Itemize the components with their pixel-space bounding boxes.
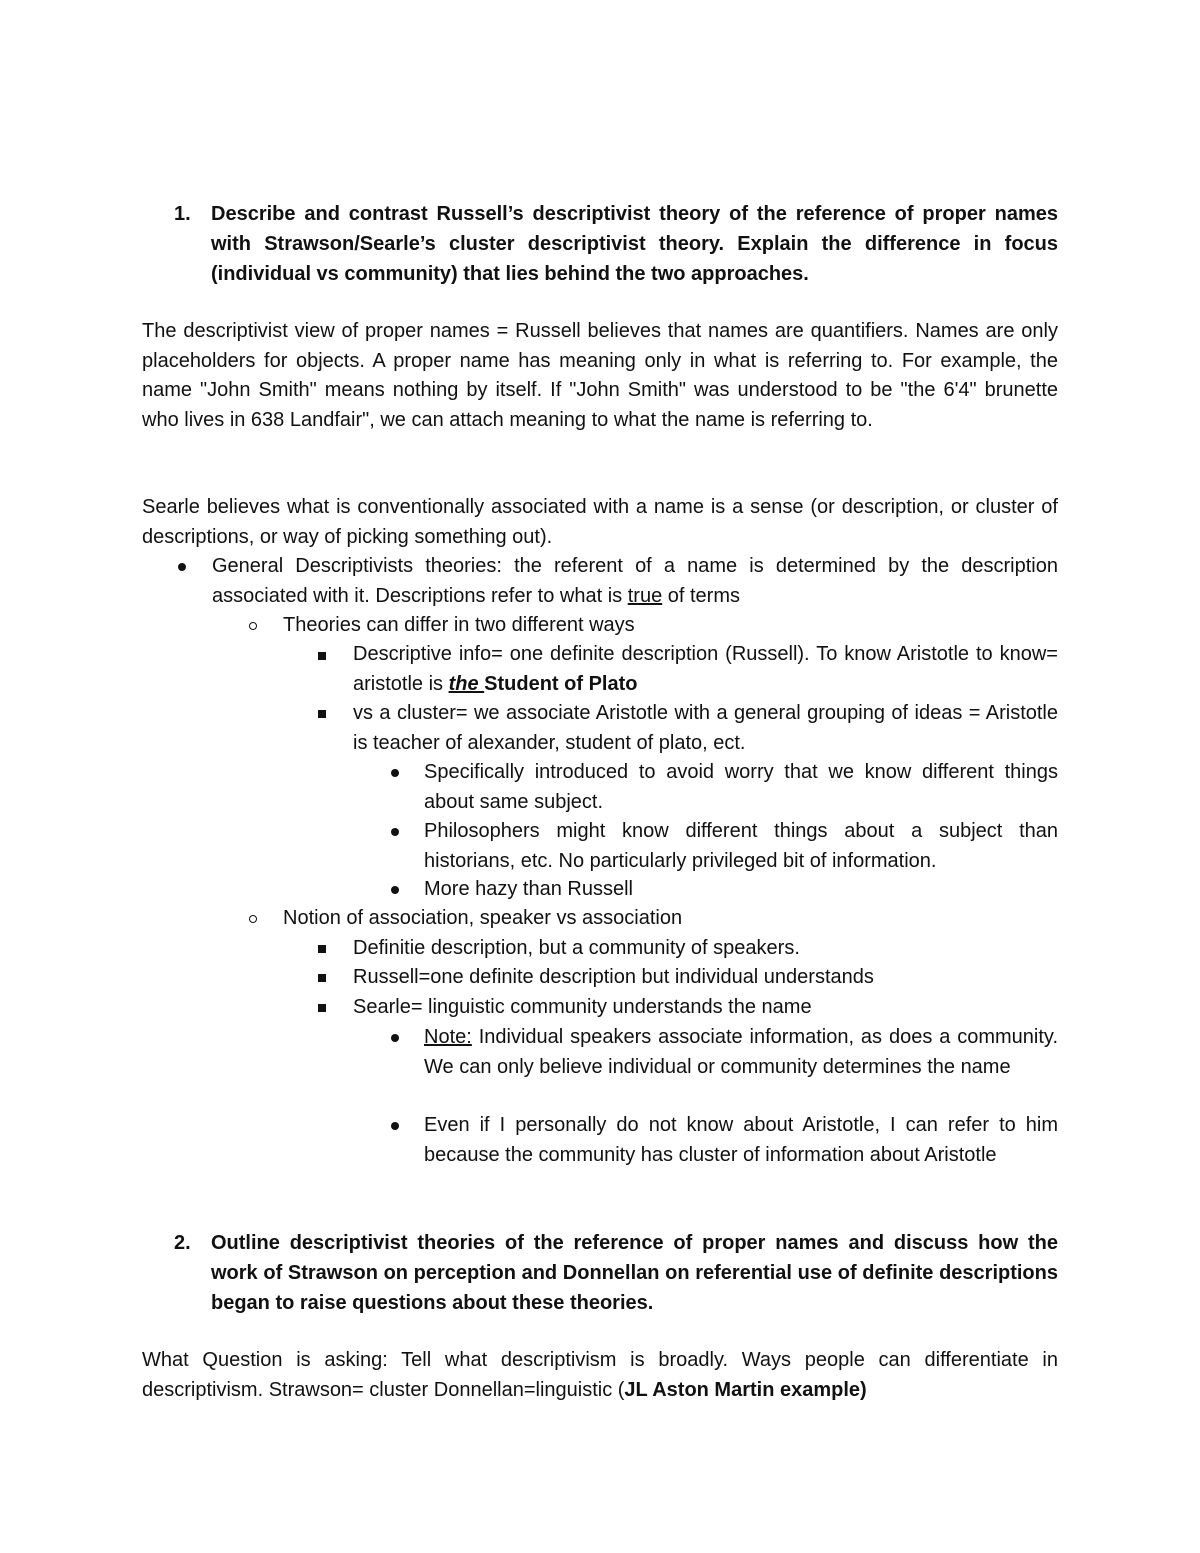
list-item-even-if: Even if I personally do not know about Aristotle, I can refer to him because the community has cluster of information about Aristotle [424, 1114, 1058, 1166]
bullet-square-icon [318, 974, 326, 982]
list-item-vs-cluster: vs a cluster= we associate Aristotle with a general grouping of ideas = Aristotle is teacher of alexander, student of plato, ect. [353, 702, 1058, 754]
aston-martin-example: JL Aston Martin example) [624, 1378, 867, 1401]
descriptive-info-text: Descriptive info= one definite description (Russell). To know Aristotle to know= aristotle is [353, 643, 1058, 695]
bullet-square-icon [318, 945, 326, 953]
question-1-number: 1. [174, 203, 191, 225]
list-item-searle-ling: Searle= linguistic community understands the name [353, 996, 812, 1018]
question-1 [174, 199, 1058, 289]
question-asking-text: What Question is asking: Tell what descriptivism is broadly. Ways people can differentiate in descriptivism. Strawson= cluster Donnellan=linguistic ( [142, 1349, 1058, 1401]
question-1-text: Describe and contrast Russell’s descriptivist theory of the reference of proper names with Strawson/Searle’s cluster descriptivist theory. Explain the difference in focus (individual vs community) that lies behind the two approaches. [211, 203, 1058, 285]
list-item-note [424, 1023, 1058, 1082]
bullet-circle-icon [249, 915, 257, 923]
bullet-square-icon [318, 1004, 326, 1012]
paragraph-question-asking [142, 1346, 1058, 1405]
student-of-plato: Student of Plato [484, 672, 638, 695]
list-item-theories-differ: Theories can differ in two different ways [283, 614, 635, 636]
bullet-dot-icon [391, 886, 399, 894]
paragraph-descriptivist-view: The descriptivist view of proper names = Russell believes that names are quantifiers. Names are only placeholders for objects. A proper name has meaning only in what is referring to. For example, the name "John Smith" means nothing by itself. If "John Smith" was understood to be "the 6'4" brunette who lives in 638 Landfair", we can attach meaning to what the name is referring to. [142, 320, 1058, 431]
general-text: General Descriptivists theories: the referent of a name is determined by the description associated with it. Descriptions refer to what is [212, 555, 1058, 607]
question-2 [174, 1228, 1058, 1318]
bullet-dot-icon [178, 563, 186, 571]
question-2-text: Outline descriptivist theories of the reference of proper names and discuss how the work of Strawson on perception and Donnellan on referential use of definite descriptions began to raise questions about these theories. [211, 1232, 1058, 1314]
the-emphasis: the [448, 672, 485, 695]
true-underlined: true [627, 584, 663, 607]
list-item-definitie: Definitie description, but a community of speakers. [353, 937, 800, 959]
bullet-dot-icon [391, 1034, 399, 1042]
note-text: Individual speakers associate information, as does a community. We can only believe individual or community determines the name [424, 1026, 1058, 1078]
list-item-hazy: More hazy than Russell [424, 878, 633, 900]
paragraph-searle: Searle believes what is conventionally associated with a name is a sense (or description, or cluster of descriptions, or way of picking something out). [142, 496, 1058, 548]
bullet-dot-icon [391, 769, 399, 777]
list-item-notion: Notion of association, speaker vs association [283, 907, 683, 929]
bullet-circle-icon [249, 622, 257, 630]
list-item-philosophers: Philosophers might know different things about a subject than historians, etc. No particularly privileged bit of information. [424, 820, 1058, 872]
list-item-descriptive-info [353, 640, 1058, 699]
list-item-general-descriptivists [212, 552, 1058, 611]
bullet-dot-icon [391, 828, 399, 836]
bullet-dot-icon [391, 1122, 399, 1130]
general-after: of terms [662, 584, 740, 607]
note-label: Note: [424, 1026, 472, 1048]
question-2-number: 2. [174, 1232, 191, 1254]
bullet-square-icon [318, 652, 326, 660]
bullet-square-icon [318, 710, 326, 718]
list-item-specifically: Specifically introduced to avoid worry that we know different things about same subject. [424, 761, 1058, 813]
list-item-russell-one: Russell=one definite description but individual understands [353, 966, 874, 988]
